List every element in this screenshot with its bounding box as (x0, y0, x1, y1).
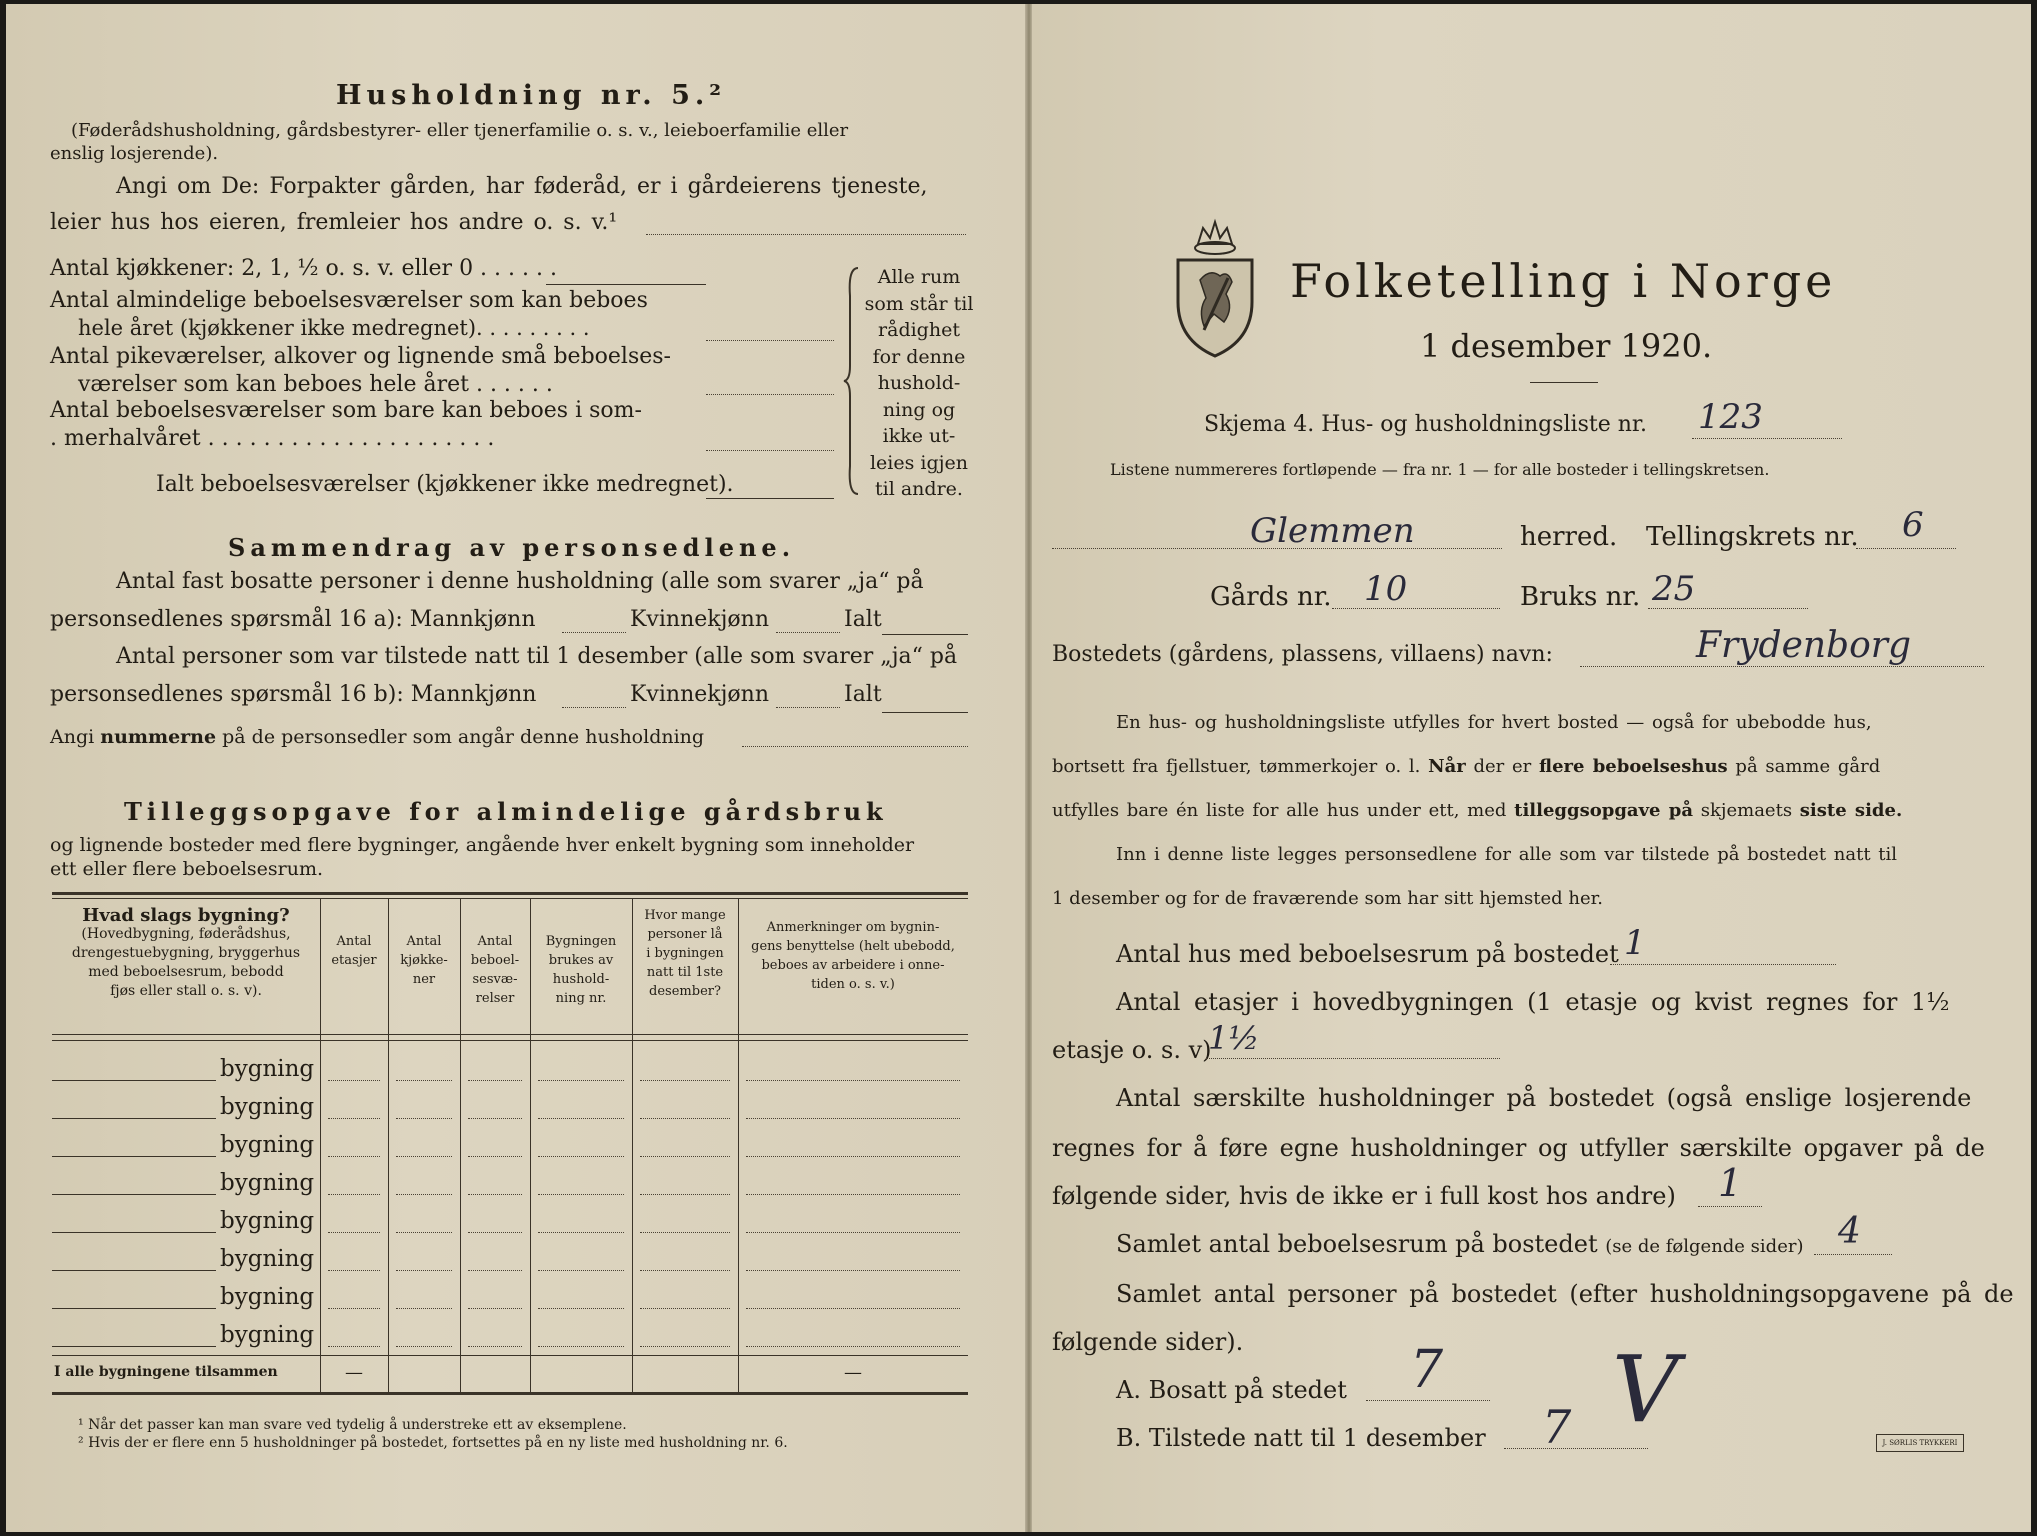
table-cell (396, 1270, 452, 1271)
coat-of-arms-icon (1170, 218, 1260, 360)
footnote-2: ² Hvis der er flere enn 5 husholdninger på bostedet, fortsettes på en ny liste med husholdning nr. 6. (78, 1435, 788, 1451)
summary-ialt-2: Ialt (844, 682, 882, 707)
summary-kvinne-1: Kvinnekjønn (630, 607, 769, 632)
q-etasjer-value: 1½ (1208, 1019, 1260, 1057)
total-label: I alle bygningene tilsammen (54, 1364, 278, 1380)
rooms-summer-2: . merhalvåret . . . . . . . . . . . . . . . . . . . . . (50, 426, 495, 451)
table-cell (328, 1080, 380, 1081)
table-header-line: desember? (649, 984, 721, 999)
printer-mark: J. SØRLIS TRYKKERI (1876, 1434, 1964, 1452)
table-row (52, 1242, 968, 1280)
brace-note-line: leies igjen (869, 451, 969, 474)
table-cell (538, 1346, 624, 1347)
brace-note-line: ning og (882, 398, 956, 421)
check-mark: V (1612, 1336, 1679, 1443)
table-cell (746, 1346, 960, 1347)
table-header-line: ner (412, 972, 436, 987)
q-tilstede-label: B. Tilstede natt til 1 desember (1116, 1424, 1486, 1452)
table-cell (328, 1346, 380, 1347)
table-cell (396, 1232, 452, 1233)
intro-line-1: (Føderådshusholdning, gårdsbestyrer- eller tjenerfamilie o. s. v., leieboerfamilie eller (71, 120, 849, 141)
summary-line-2: personsedlenes spørsmål 16 a): Mannkjønn (50, 607, 536, 632)
rooms-kitchens: Antal kjøkkener: 2, 1, ½ o. s. v. eller 0 . . . . . . (50, 256, 557, 281)
table-header-line: fjøs eller stall o. s. v). (110, 983, 262, 999)
table-header (320, 932, 388, 970)
q-hus: Antal hus med beboelsesrum på bostedet (1116, 940, 1619, 968)
table-cell (328, 1270, 380, 1271)
table-header-line: personer lå (647, 927, 723, 942)
herred-value: Glemmen (1250, 511, 1415, 551)
table-header-line: Hvor mange (644, 908, 726, 923)
krets-label: Tellingskrets nr. (1646, 522, 1859, 552)
q-bosatt-value: 7 (1410, 1340, 1444, 1400)
table-header-line: hushold- (552, 972, 610, 987)
angi-answer-line (646, 234, 966, 235)
skjema-label: Skjema 4. Hus- og husholdningsliste nr. (1204, 412, 1647, 437)
table-header-line: Anmerkninger om bygnin- (766, 920, 940, 935)
summary-line-5: Angi nummerne på de personsedler som angår denne husholdning (50, 726, 705, 748)
row-label: bygning (220, 1132, 315, 1158)
table-header-line: i bygningen (646, 946, 724, 961)
info-line-1: En hus- og husholdningsliste utfylles for hvert bosted — også for ubebodde hus, (1116, 712, 1872, 733)
title-rule (1530, 382, 1598, 383)
info-line-5: 1 desember og for de fraværende som har sitt hjemsted her. (1052, 888, 1603, 909)
table-cell (396, 1308, 452, 1309)
table-header-line: (Hovedbygning, føderådshus, (81, 926, 291, 942)
table-cell (640, 1270, 730, 1271)
rooms-ordinary-1: Antal almindelige beboelsesværelser som kan beboes (50, 288, 648, 313)
table-header-line: beboel- (470, 953, 520, 968)
table-header-line: Bygningen (545, 934, 617, 949)
right-page (1032, 4, 2031, 1532)
row-label: bygning (220, 1170, 315, 1196)
row-label: bygning (220, 1094, 315, 1120)
q-personer-2: følgende sider). (1052, 1328, 1244, 1356)
table-row (52, 1318, 968, 1356)
tillegg-title: Tilleggsopgave for almindelige gårdsbruk (124, 797, 888, 826)
q-personer-1: Samlet antal personer på bostedet (efter husholdningsopgavene på de (1116, 1280, 2014, 1308)
bruks-label: Bruks nr. (1520, 582, 1641, 612)
row-label: bygning (220, 1322, 315, 1348)
q-tilstede-value: 7 (1542, 1400, 1572, 1454)
intro-line-2: enslig losjerende). (50, 143, 219, 164)
table-row (52, 1128, 968, 1166)
table-cell (538, 1118, 624, 1119)
table-cell (396, 1346, 452, 1347)
q-rum: Samlet antal beboelsesrum på bostedet (se de følgende sider) (1116, 1230, 1804, 1258)
row-label: bygning (220, 1284, 315, 1310)
bruks-value: 25 (1652, 569, 1696, 609)
table-cell (396, 1118, 452, 1119)
table-header-line: beboes av arbeidere i onne- (761, 958, 945, 973)
gards-value: 10 (1364, 569, 1408, 609)
table-cell (746, 1194, 960, 1195)
household-title: Husholdning nr. 5.² (336, 80, 727, 111)
info-line-3: utfylles bare én liste for alle hus under ett, med tilleggsopgave på skjemaets siste side. (1052, 800, 1903, 821)
table-cell (538, 1194, 624, 1195)
q-bosatt-label: A. Bosatt på stedet (1116, 1376, 1347, 1404)
table-cell (746, 1232, 960, 1233)
table-header (530, 932, 632, 1008)
row-label: bygning (220, 1208, 315, 1234)
table-header-line: tiden o. s. v.) (811, 977, 895, 992)
brace-note-line: for denne (872, 345, 966, 368)
table-row (52, 1166, 968, 1204)
table-cell (538, 1308, 624, 1309)
table-row (52, 1052, 968, 1090)
table-cell (328, 1194, 380, 1195)
table-cell (468, 1270, 522, 1271)
table-cell (328, 1156, 380, 1157)
angi-line-2: leier hus hos eieren, fremleier hos andre o. s. v.¹ (50, 210, 618, 235)
angi-line-1: Angi om De: Forpakter gården, har føderåd, er i gårdeierens tjeneste, (116, 174, 928, 199)
tillegg-line-1: og lignende bosteder med flere bygninger, angående hver enkelt bygning som inneholder (50, 834, 915, 856)
table-cell (328, 1118, 380, 1119)
tillegg-line-2: ett eller flere beboelsesrum. (50, 858, 324, 880)
krets-value: 6 (1902, 505, 1924, 545)
brace-note (864, 264, 974, 503)
table-cell (396, 1156, 452, 1157)
table-row (52, 1090, 968, 1128)
table-header-line: sesvæ- (472, 972, 518, 987)
table-header (52, 906, 320, 1001)
brace-note-line: som står til (864, 292, 974, 315)
brace-note-line: rådighet (878, 319, 960, 341)
table-cell (468, 1156, 522, 1157)
footnote-1: ¹ Når det passer kan man svare ved tydelig å understreke ett av eksemplene. (78, 1417, 627, 1433)
census-title: Folketelling i Norge (1290, 254, 1837, 308)
q-husholdninger-1: Antal særskilte husholdninger på bostedet (også enslige losjerende (1116, 1084, 1972, 1112)
table-header-line: brukes av (548, 953, 614, 968)
total-cell: — (345, 1362, 363, 1383)
row-label: bygning (220, 1056, 315, 1082)
table-header (632, 906, 738, 1001)
table-cell (538, 1270, 624, 1271)
q-rum-value: 4 (1838, 1211, 1861, 1252)
table-header-line: Antal (336, 934, 372, 949)
table-cell (328, 1308, 380, 1309)
left-page (6, 4, 1026, 1532)
table-cell (468, 1080, 522, 1081)
table-header-line: gens benyttelse (helt ubebodd, (751, 939, 955, 954)
table-cell (640, 1346, 730, 1347)
q-hus-value: 1 (1624, 923, 1646, 963)
table-header-line: med beboelsesrum, bebodd (88, 964, 284, 980)
rooms-ordinary-2: hele året (kjøkkener ikke medregnet). . . . . . . . . (78, 316, 590, 340)
rooms-total: Ialt beboelsesværelser (kjøkkener ikke medregnet). (156, 472, 734, 497)
table-row (52, 1204, 968, 1242)
table-header (388, 932, 460, 989)
table-header-line: Hvad slags bygning? (82, 905, 290, 926)
herred-label: herred. (1520, 522, 1618, 552)
rooms-small-2: værelser som kan beboes hele året . . . . . . (78, 372, 553, 397)
table-cell (538, 1232, 624, 1233)
table-header-line: kjøkke- (400, 953, 448, 968)
table-cell (538, 1156, 624, 1157)
table-cell (746, 1156, 960, 1157)
table-cell (640, 1118, 730, 1119)
info-line-4: Inn i denne liste legges personsedlene for alle som var tilstede på bostedet natt til (1116, 844, 1898, 865)
summary-line-4: personsedlenes spørsmål 16 b): Mannkjønn (50, 682, 537, 707)
table-header-line: drengestuebygning, bryggerhus (71, 945, 301, 961)
list-number: 123 (1698, 397, 1763, 437)
info-line-2: bortsett fra fjellstuer, tømmerkojer o. l. Når der er flere beboelseshus på samme gård (1052, 756, 1881, 777)
bosted-label: Bostedets (gårdens, plassens, villaens) navn: (1052, 642, 1553, 667)
rooms-summer-1: Antal beboelsesværelser som bare kan beboes i som- (50, 398, 642, 423)
table-cell (640, 1308, 730, 1309)
table-cell (640, 1080, 730, 1081)
table-header-line: relser (475, 991, 515, 1006)
table-header-line: etasjer (331, 953, 377, 968)
summary-kvinne-2: Kvinnekjønn (630, 682, 769, 707)
table-cell (640, 1194, 730, 1195)
census-date: 1 desember 1920. (1420, 327, 1713, 365)
summary-line-3: Antal personer som var tilstede natt til 1 desember (alle som svarer „ja“ på (116, 644, 958, 669)
table-cell (468, 1308, 522, 1309)
table-header-line: Antal (406, 934, 442, 949)
gards-label: Gårds nr. (1210, 582, 1332, 612)
rooms-small-1: Antal pikeværelser, alkover og lignende små beboelses- (50, 344, 671, 369)
q-husholdninger-value: 1 (1718, 1161, 1743, 1205)
table-cell (640, 1232, 730, 1233)
row-label: bygning (220, 1246, 315, 1272)
q-etasjer-1: Antal etasjer i hovedbygningen (1 etasje og kvist regnes for 1½ (1116, 988, 1950, 1016)
table-cell (538, 1080, 624, 1081)
table-cell (746, 1118, 960, 1119)
q-husholdninger-2: regnes for å føre egne husholdninger og utfyller særskilte opgaver på de (1052, 1134, 1985, 1162)
table-header-line: ning nr. (555, 991, 607, 1006)
brace-note-line: Alle rum (877, 266, 961, 288)
table-cell (396, 1080, 452, 1081)
table-cell (746, 1308, 960, 1309)
table-header (460, 932, 530, 1008)
brace-note-line: til andre. (875, 478, 963, 500)
brace-note-line: ikke ut- (882, 425, 956, 447)
table-cell (468, 1232, 522, 1233)
q-husholdninger-3: følgende sider, hvis de ikke er i full kost hos andre) (1052, 1182, 1676, 1210)
table-cell (746, 1080, 960, 1081)
brace-note-line: hushold- (877, 372, 961, 394)
table-header-line: Antal (477, 934, 513, 949)
table-header-line: natt til 1ste (646, 965, 724, 980)
table-row (52, 1280, 968, 1318)
table-cell (640, 1156, 730, 1157)
table-cell (468, 1194, 522, 1195)
summary-line-1: Antal fast bosatte personer i denne husholdning (alle som svarer „ja“ på (116, 569, 924, 594)
table-cell (468, 1346, 522, 1347)
bosted-value: Frydenborg (1696, 625, 1912, 666)
total-cell: — (844, 1362, 862, 1383)
summary-title: Sammendrag av personsedlene. (228, 533, 796, 562)
document-spread (6, 4, 2031, 1532)
table-cell (396, 1194, 452, 1195)
table-cell (328, 1232, 380, 1233)
table-cell (746, 1270, 960, 1271)
table-cell (468, 1118, 522, 1119)
q-etasjer-2: etasje o. s. v) (1052, 1036, 1212, 1064)
summary-ialt-1: Ialt (844, 607, 882, 632)
listene-note: Listene nummereres fortløpende — fra nr. 1 — for alle bosteder i tellingskretsen. (1110, 460, 1770, 479)
table-header (738, 918, 968, 994)
brace-icon (842, 266, 862, 496)
